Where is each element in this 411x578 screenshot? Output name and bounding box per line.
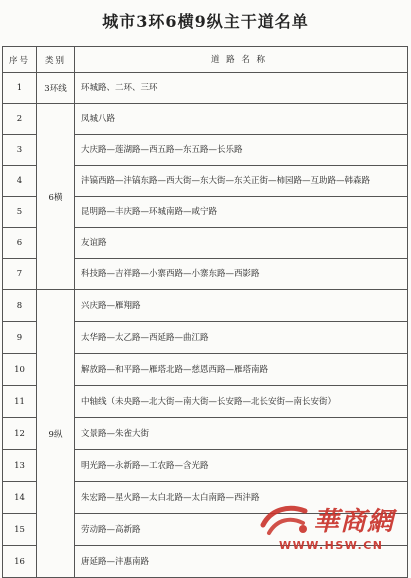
row-seq: 13 bbox=[3, 450, 37, 482]
row-seq: 5 bbox=[3, 197, 37, 228]
row-seq: 10 bbox=[3, 354, 37, 386]
row-road: 环城路、二环、三环 bbox=[75, 73, 408, 104]
row-seq: 8 bbox=[3, 290, 37, 322]
table-header-row bbox=[3, 47, 408, 73]
row-road: 明光路—永新路—工农路—含光路 bbox=[75, 450, 408, 482]
row-road: 唐延路—沣惠南路 bbox=[75, 546, 408, 578]
header-road-name: 道 路 名 称 bbox=[75, 47, 408, 73]
row-road: 朱宏路—星火路—太白北路—太白南路—西沣路 bbox=[75, 482, 408, 514]
row-seq: 14 bbox=[3, 482, 37, 514]
table-row bbox=[3, 104, 408, 135]
row-seq: 16 bbox=[3, 546, 37, 578]
row-road: 解放路—和平路—雁塔北路—慈恩西路—雁塔南路 bbox=[75, 354, 408, 386]
row-seq: 9 bbox=[3, 322, 37, 354]
row-seq: 1 bbox=[3, 73, 37, 104]
hsw-watermark bbox=[257, 497, 407, 557]
row-road: 友谊路 bbox=[75, 228, 408, 259]
category-ring: 3环线 bbox=[37, 73, 75, 104]
row-seq: 12 bbox=[3, 418, 37, 450]
row-seq: 7 bbox=[3, 259, 37, 290]
row-seq: 3 bbox=[3, 135, 37, 166]
header-seq: 序号 bbox=[3, 47, 37, 73]
row-road: 兴庆路—雁翔路 bbox=[75, 290, 408, 322]
row-road: 沣镐西路—沣镐东路—西大街—东大街—东关正街—柿园路—互助路—韩森路 bbox=[75, 166, 408, 197]
hsw-brand: 華商網 bbox=[313, 507, 395, 537]
row-seq: 2 bbox=[3, 104, 37, 135]
hsw-logo-icon bbox=[259, 499, 311, 537]
row-seq: 15 bbox=[3, 514, 37, 546]
table-row bbox=[3, 290, 408, 322]
row-road: 凤城八路 bbox=[75, 104, 408, 135]
row-road: 劳动路—高新路 bbox=[75, 514, 408, 546]
header-category: 类别 bbox=[37, 47, 75, 73]
row-seq: 6 bbox=[3, 228, 37, 259]
row-seq: 11 bbox=[3, 386, 37, 418]
row-road: 太华路—太乙路—西延路—曲江路 bbox=[75, 322, 408, 354]
page-title: 城市3环6横9纵主干道名单 bbox=[102, 12, 309, 31]
category-horizontal: 6横 bbox=[37, 104, 75, 290]
row-road: 文景路—朱雀大街 bbox=[75, 418, 408, 450]
row-road: 大庆路—莲湖路—西五路—东五路—长乐路 bbox=[75, 135, 408, 166]
row-seq: 4 bbox=[3, 166, 37, 197]
hsw-url: WWW.HSW.CN bbox=[279, 539, 384, 552]
table-row bbox=[3, 73, 408, 104]
row-road: 科技路—吉祥路—小寨西路—小寨东路—西影路 bbox=[75, 259, 408, 290]
row-road: 中轴线（未央路—北大街—南大街—长安路—北长安街—南长安街） bbox=[75, 386, 408, 418]
category-vertical: 9纵 bbox=[37, 290, 75, 578]
row-road: 昆明路—丰庆路—环城南路—咸宁路 bbox=[75, 197, 408, 228]
